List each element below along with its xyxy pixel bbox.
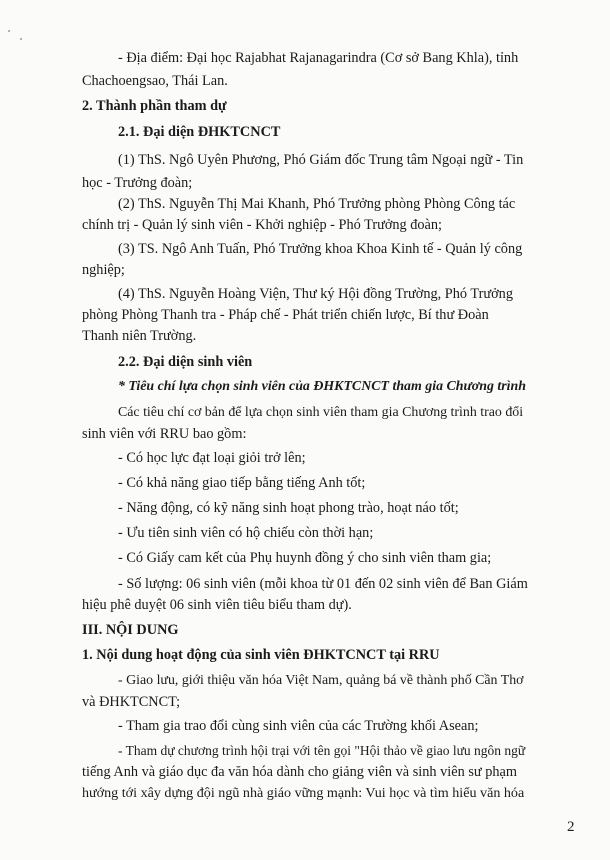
- section-heading: III. NỘI DUNG: [82, 622, 179, 638]
- text-line: nghiệp;: [82, 262, 125, 278]
- subsection-heading: 2.2. Đại diện sinh viên: [118, 354, 253, 370]
- text-line: - Giao lưu, giới thiệu văn hóa Việt Nam, quảng bá về thành phố Cần Thơ: [118, 673, 524, 688]
- text-line: (4) ThS. Nguyễn Hoàng Viện, Thư ký Hội đồng Trường, Phó Trưởng: [118, 286, 513, 302]
- text-line: - Tham dự chương trình hội trại với tên gọi "Hội thảo về giao lưu ngôn ngữ: [118, 743, 526, 758]
- text-line: hiệu phê duyệt 06 sinh viên tiêu biểu tham dự).: [82, 597, 352, 613]
- text-line: học - Trưởng đoàn;: [82, 175, 193, 191]
- scan-speck: [20, 38, 22, 40]
- section-heading: 1. Nội dung hoạt động của sinh viên ĐHKTCNCT tại RRU: [82, 647, 440, 663]
- page-number: 2: [567, 819, 575, 835]
- text-line: và ĐHKTCNCT;: [82, 694, 181, 710]
- text-line: tiếng Anh và giáo dục đa văn hóa dành cho giảng viên và sinh viên sư phạm: [82, 764, 517, 780]
- text-line: (2) ThS. Nguyễn Thị Mai Khanh, Phó Trưởng phòng Phòng Công tác: [118, 196, 516, 212]
- text-line: - Địa điểm: Đại học Rajabhat Rajanagarindra (Cơ sở Bang Khla), tỉnh: [118, 50, 519, 66]
- text-line: chính trị - Quản lý sinh viên - Khởi nghiệp - Phó Trưởng đoàn;: [82, 217, 443, 233]
- text-line: (1) ThS. Ngô Uyên Phương, Phó Giám đốc Trung tâm Ngoại ngữ - Tin: [118, 152, 524, 168]
- text-line: - Có học lực đạt loại giỏi trở lên;: [118, 450, 306, 466]
- criteria-heading: * Tiêu chí lựa chọn sinh viên của ĐHKTCNCT tham gia Chương trình: [118, 379, 526, 394]
- text-line: Thanh niên Trường.: [82, 328, 197, 344]
- scan-speck: [8, 30, 10, 32]
- text-line: Các tiêu chí cơ bản để lựa chọn sinh viên tham gia Chương trình trao đổi: [118, 405, 524, 420]
- text-line: hướng tới xây dựng đội ngũ nhà giáo vững mạnh: Vui học và tìm hiểu văn hóa: [82, 785, 525, 801]
- text-line: (3) TS. Ngô Anh Tuấn, Phó Trưởng khoa Khoa Kinh tế - Quản lý công: [118, 241, 523, 257]
- text-line: - Số lượng: 06 sinh viên (mỗi khoa từ 01 đến 02 sinh viên để Ban Giám: [118, 576, 528, 592]
- section-heading: 2. Thành phần tham dự: [82, 98, 227, 114]
- text-line: - Năng động, có kỹ năng sinh hoạt phong trào, hoạt náo tốt;: [118, 500, 459, 516]
- text-line: - Có Giấy cam kết của Phụ huynh đồng ý cho sinh viên tham gia;: [118, 550, 492, 566]
- subsection-heading: 2.1. Đại diện ĐHKTCNCT: [118, 124, 281, 140]
- text-line: - Tham gia trao đổi cùng sinh viên của các Trường khối Asean;: [118, 718, 479, 734]
- text-line: - Ưu tiên sinh viên có hộ chiếu còn thời hạn;: [118, 525, 374, 541]
- text-line: Chachoengsao, Thái Lan.: [82, 73, 228, 89]
- text-line: sinh viên với RRU bao gồm:: [82, 426, 247, 442]
- text-line: phòng Phòng Thanh tra - Pháp chế - Phát triển chiến lược, Bí thư Đoàn: [82, 307, 489, 323]
- text-line: - Có khả năng giao tiếp bằng tiếng Anh tốt;: [118, 475, 366, 491]
